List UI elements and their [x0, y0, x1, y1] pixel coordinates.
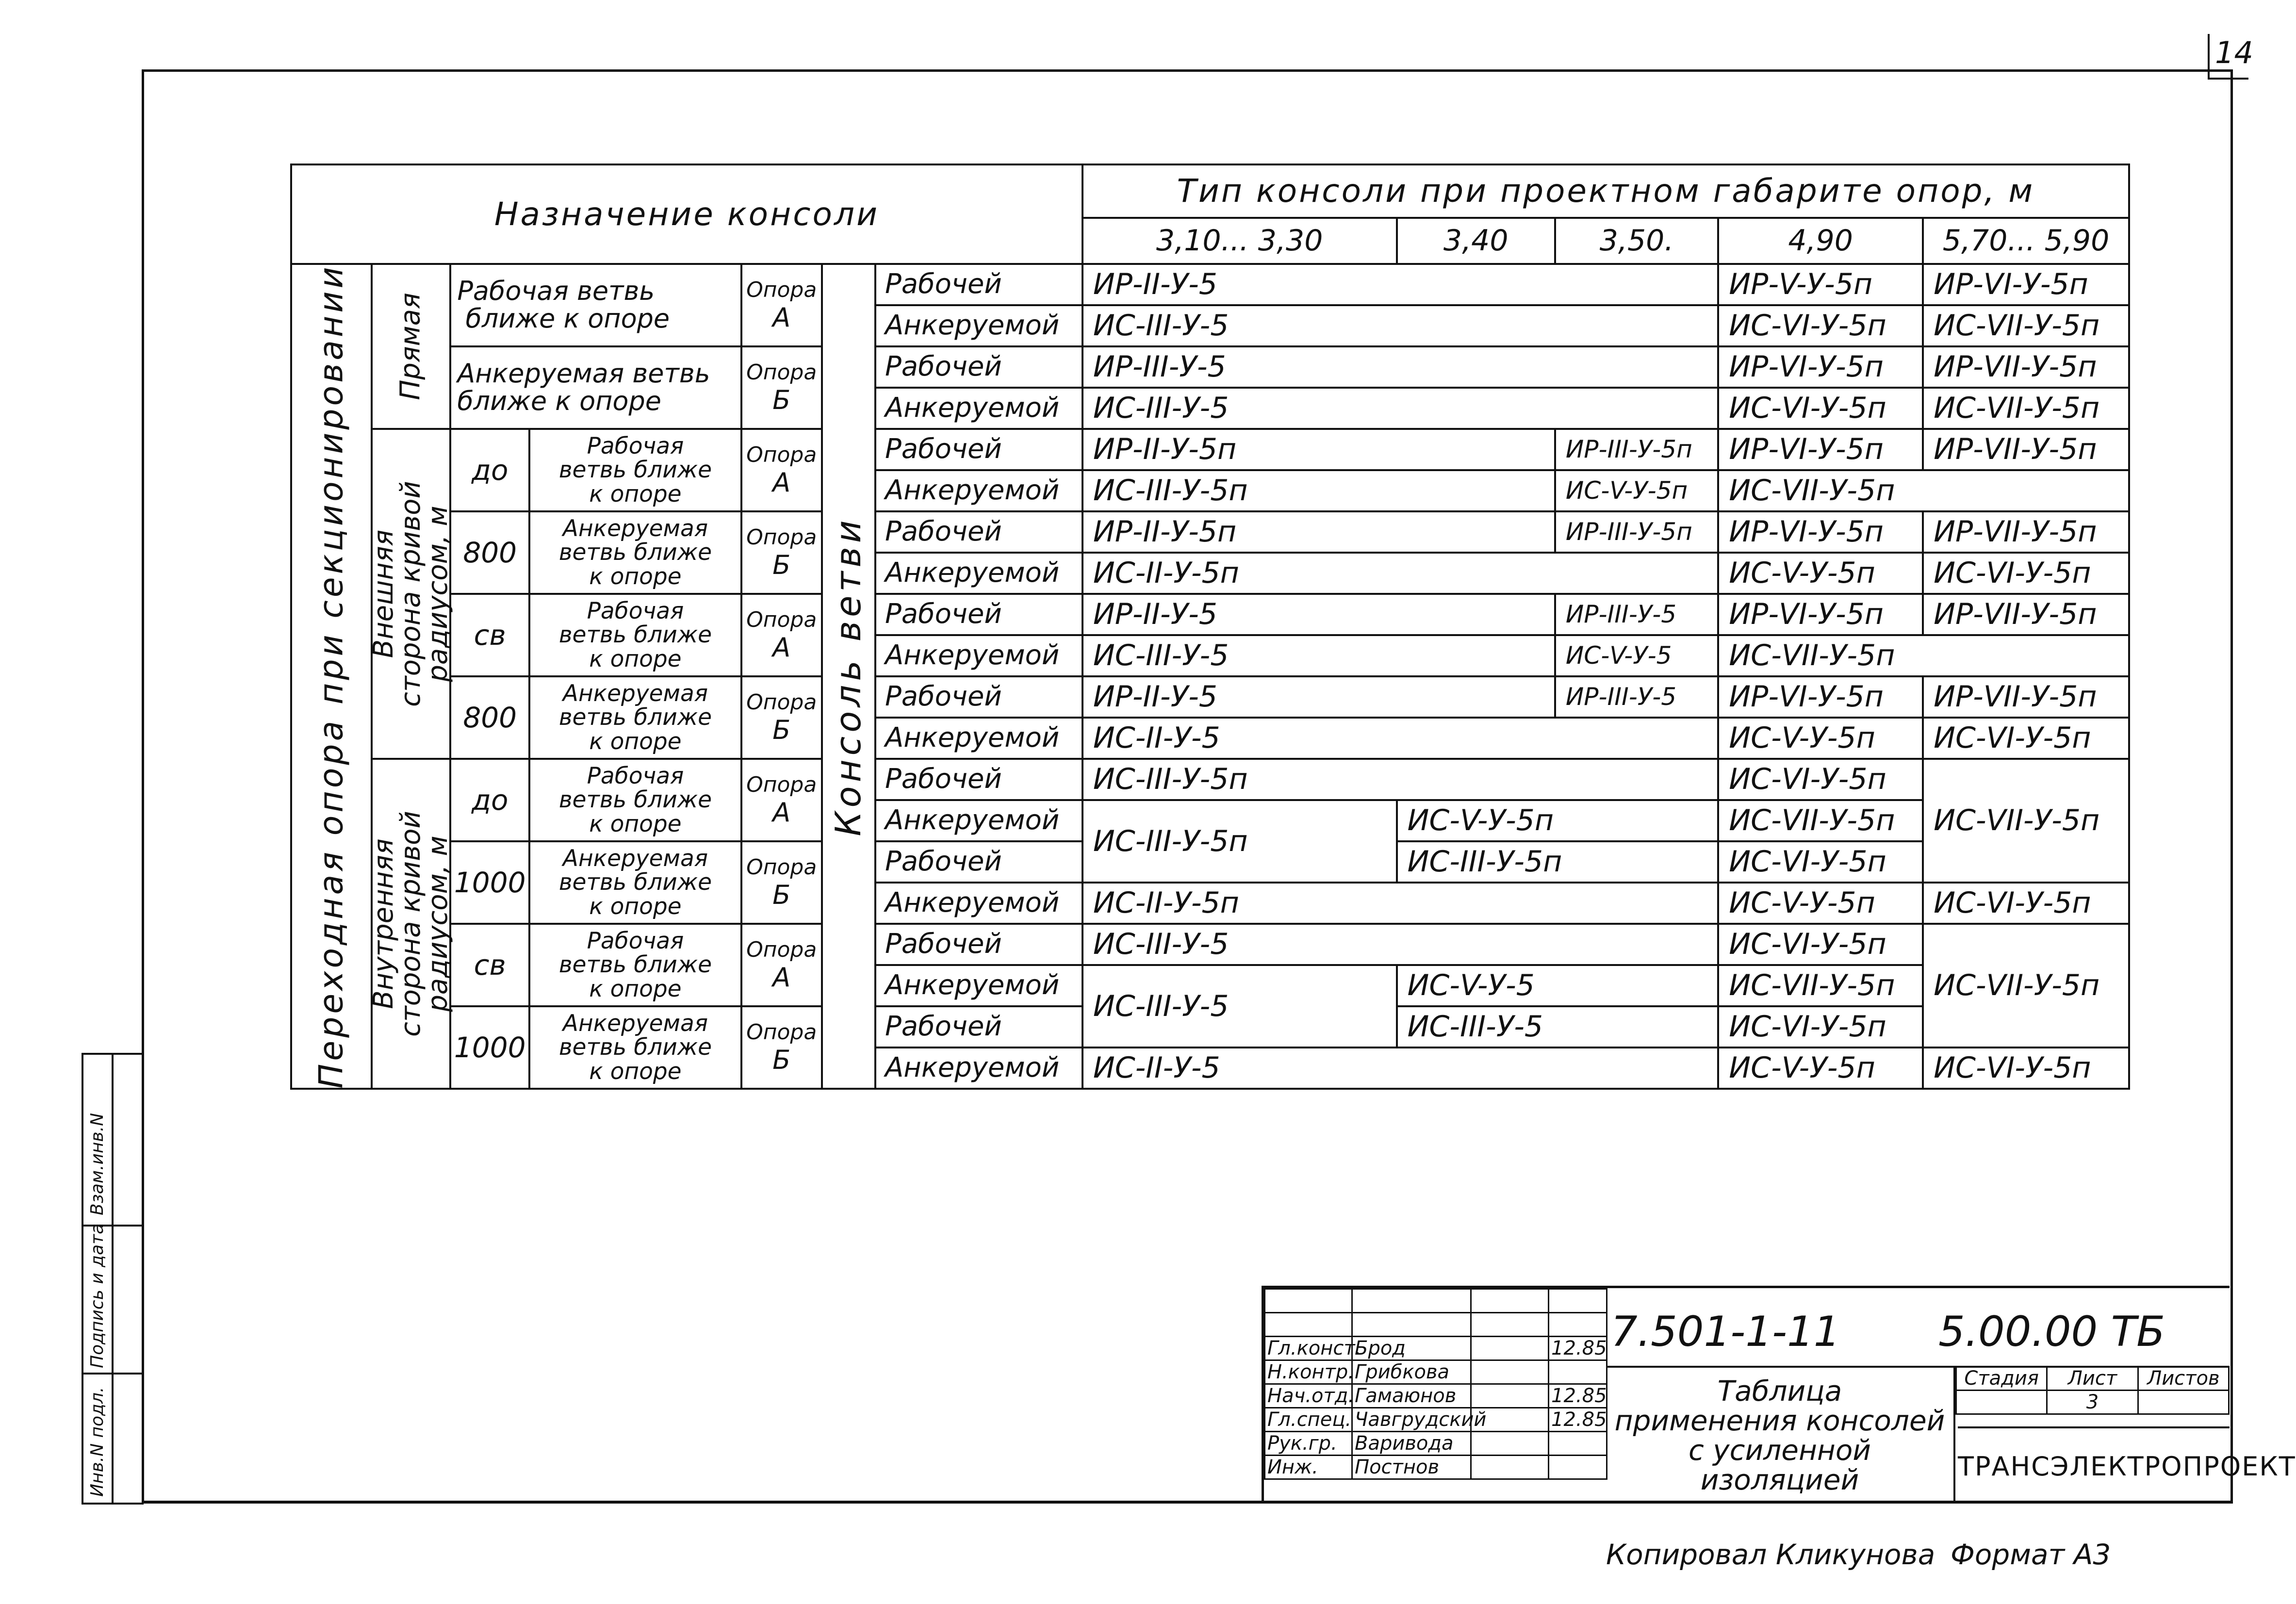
- gabarit-490: 4,90: [1718, 218, 1923, 264]
- console-cell: ИР-VI-У-5п: [1718, 511, 1923, 553]
- console-cell: ИС-VII-У-5п: [1923, 305, 2129, 346]
- gabarit-310-330: 3,10... 3,30: [1082, 218, 1397, 264]
- radius-over-800: св: [450, 594, 529, 676]
- branch-work: Рабочей: [875, 924, 1082, 965]
- sheets-header: Листов: [2138, 1367, 2229, 1391]
- desc-work-near: Рабочая ветвь ближе к опоре: [529, 759, 741, 841]
- desc-anchor-near: Анкеруемая ветвь ближе к опоре: [529, 1006, 741, 1089]
- console-cell: ИС-VII-У-5п: [1718, 635, 2129, 676]
- console-cell: ИР-VI-У-5п: [1718, 676, 1923, 718]
- title-block: [1262, 1286, 2296, 1503]
- copied-by: Копировал Кликунова: [1606, 1538, 1935, 1571]
- branch-anchor: Анкеруемой: [875, 800, 1082, 841]
- branch-anchor: Анкеруемой: [875, 388, 1082, 429]
- desc-work-near: Рабочая ветвь ближе к опоре: [529, 429, 741, 511]
- branch-work: Рабочей: [875, 264, 1082, 305]
- console-cell: ИР-II-У-5: [1082, 676, 1555, 718]
- signer-row: Гл.спец. Чавгрудский 12.85: [1265, 1408, 1607, 1432]
- radius-800: 800: [450, 511, 529, 594]
- support-a: Опора А: [741, 924, 822, 1006]
- radius-to-800: до: [450, 429, 529, 511]
- signer-row: Гл.конст. Брод 12.85: [1265, 1337, 1607, 1360]
- gabarit-350: 3,50.: [1555, 218, 1718, 264]
- support-a: Опора А: [741, 429, 822, 511]
- console-cell: ИР-III-У-5п: [1555, 511, 1718, 553]
- console-cell: ИС-III-У-5: [1082, 305, 1718, 346]
- purpose-header: Назначение консоли: [291, 164, 1082, 264]
- console-cell: ИС-VI-У-5п: [1923, 1048, 2129, 1089]
- console-cell: ИР-III-У-5: [1082, 346, 1718, 388]
- side-stamp-inv: Инв.N подл.: [87, 1387, 107, 1497]
- signer-row: Нач.отд. Гамаюнов 12.85: [1265, 1384, 1607, 1408]
- branch-anchor: Анкеруемой: [875, 965, 1082, 1006]
- console-cell: ИР-VI-У-5п: [1923, 264, 2129, 305]
- branch-anchor: Анкеруемой: [875, 470, 1082, 511]
- gabarit-570-590: 5,70... 5,90: [1923, 218, 2129, 264]
- branch-anchor: Анкеруемой: [875, 718, 1082, 759]
- branch-anchor: Анкеруемой: [875, 553, 1082, 594]
- console-cell: ИР-VII-У-5п: [1923, 676, 2129, 718]
- console-cell: ИС-III-У-5: [1082, 388, 1718, 429]
- support-b: Опора Б: [741, 841, 822, 924]
- console-cell: ИС-VI-У-5п: [1718, 1006, 1923, 1048]
- console-cell: ИС-V-У-5п: [1718, 553, 1923, 594]
- sheet-value: 3: [2047, 1391, 2138, 1414]
- branch-work: Рабочей: [875, 594, 1082, 635]
- stage-header: Стадия: [1956, 1367, 2047, 1391]
- console-cell: ИС-III-У-5: [1397, 1006, 1719, 1048]
- radius-to-1000: до: [450, 759, 529, 841]
- branch-work: Рабочей: [875, 346, 1082, 388]
- console-cell: ИС-VI-У-5п: [1718, 388, 1923, 429]
- straight-label: Прямая: [372, 264, 451, 429]
- branch-work: Рабочей: [875, 511, 1082, 553]
- console-cell: ИР-II-У-5п: [1082, 429, 1555, 470]
- signer-row: Инж. Постнов: [1265, 1456, 1607, 1479]
- support-b: Опора Б: [741, 346, 822, 429]
- side-stamp-replace: Взам.инв.N: [87, 1113, 107, 1215]
- console-cell: ИР-II-У-5: [1082, 264, 1718, 305]
- console-cell: ИС-VII-У-5п: [1718, 800, 1923, 841]
- sheet-number: 14: [2215, 35, 2253, 70]
- console-cell: ИС-II-У-5: [1082, 718, 1718, 759]
- branch-anchor: Анкеруемой: [875, 1048, 1082, 1089]
- console-cell: ИС-V-У-5п: [1555, 470, 1718, 511]
- console-cell: ИС-III-У-5п: [1397, 841, 1719, 883]
- document-code: 7.501-1-11: [1611, 1308, 1840, 1356]
- console-cell: ИР-VII-У-5п: [1923, 429, 2129, 470]
- console-cell: ИС-III-У-5п: [1082, 470, 1555, 511]
- branch-work: Рабочей: [875, 1006, 1082, 1048]
- support-a: Опора А: [741, 594, 822, 676]
- console-cell: ИР-II-У-5п: [1082, 511, 1555, 553]
- organization-name: ТРАНСЭЛЕКТРОПРОЕКТ: [1958, 1426, 2230, 1505]
- console-cell: ИС-VII-У-5п: [1923, 759, 2129, 883]
- branch-work: Рабочей: [875, 676, 1082, 718]
- console-cell: ИС-VII-У-5п: [1718, 965, 1923, 1006]
- console-cell: ИР-III-У-5: [1555, 594, 1718, 635]
- desc-work-near: Рабочая ветвь ближе к опоре: [529, 594, 741, 676]
- console-cell: ИС-II-У-5п: [1082, 553, 1718, 594]
- support-b: Опора Б: [741, 1006, 822, 1089]
- desc-anchor-near: Анкеруемая ветвь ближе к опоре: [529, 841, 741, 924]
- console-cell: ИС-VII-У-5п: [1923, 388, 2129, 429]
- console-cell: ИР-VI-У-5п: [1718, 346, 1923, 388]
- console-cell: ИР-VII-У-5п: [1923, 594, 2129, 635]
- radius-over-1000: св: [450, 924, 529, 1006]
- branch-anchor: Анкеруемой: [875, 305, 1082, 346]
- console-cell: ИС-III-У-5п: [1082, 759, 1718, 800]
- console-cell: ИР-III-У-5п: [1555, 429, 1718, 470]
- console-cell: ИР-VI-У-5п: [1718, 594, 1923, 635]
- side-stamp-signature: Подпись и дата: [87, 1223, 107, 1368]
- format-label: Формат А3: [1951, 1538, 2111, 1571]
- desc-anchor-near-straight: Анкеруемая ветвь ближе к опоре: [450, 346, 741, 429]
- signer-row: Рук.гр. Варивода: [1265, 1432, 1607, 1456]
- console-cell: ИР-VII-У-5п: [1923, 511, 2129, 553]
- radius-1000: 1000: [450, 841, 529, 924]
- inner-curve-label: Внутренняя сторона кривой радиусом, м: [372, 759, 451, 1089]
- console-cell: ИР-V-У-5п: [1718, 264, 1923, 305]
- branch-anchor: Анкеруемой: [875, 635, 1082, 676]
- console-cell: ИС-V-У-5п: [1718, 1048, 1923, 1089]
- desc-anchor-near: Анкеруемая ветвь ближе к опоре: [529, 676, 741, 759]
- branch-work: Рабочей: [875, 429, 1082, 470]
- console-cell: ИС-VII-У-5п: [1718, 470, 2129, 511]
- support-b: Опора Б: [741, 676, 822, 759]
- document-code-suffix: 5.00.00 ТБ: [1938, 1308, 2165, 1356]
- console-cell: ИР-II-У-5: [1082, 594, 1555, 635]
- console-branch-label: Консоль ветви: [822, 264, 875, 1089]
- support-a: Опора А: [741, 759, 822, 841]
- signature-table: [1264, 1288, 1607, 1480]
- console-cell: ИС-VI-У-5п: [1718, 924, 1923, 965]
- console-cell: ИР-III-У-5: [1555, 676, 1718, 718]
- stage-table: [1955, 1366, 2230, 1415]
- console-cell: ИС-III-У-5п: [1082, 800, 1397, 883]
- console-cell: ИС-V-У-5п: [1718, 718, 1923, 759]
- branch-anchor: Анкеруемой: [875, 883, 1082, 924]
- transitional-support-label: Переходная опора при секционировании: [291, 264, 372, 1089]
- gabarit-340: 3,40: [1397, 218, 1555, 264]
- radius-1000: 1000: [450, 1006, 529, 1089]
- console-cell: ИС-VII-У-5п: [1923, 924, 2129, 1048]
- console-cell: ИС-VI-У-5п: [1718, 305, 1923, 346]
- console-cell: ИС-V-У-5: [1397, 965, 1719, 1006]
- console-cell: ИС-VI-У-5п: [1923, 883, 2129, 924]
- desc-work-near-straight: Рабочая ветвь ближе к опоре: [450, 264, 741, 346]
- console-cell: ИС-II-У-5п: [1082, 883, 1718, 924]
- support-a: Опора А: [741, 264, 822, 346]
- console-cell: ИР-VII-У-5п: [1923, 346, 2129, 388]
- console-cell: ИС-VI-У-5п: [1718, 759, 1923, 800]
- radius-800: 800: [450, 676, 529, 759]
- sheet-header: Лист: [2047, 1367, 2138, 1391]
- console-cell: ИС-II-У-5: [1082, 1048, 1718, 1089]
- console-cell: ИС-VI-У-5п: [1718, 841, 1923, 883]
- desc-work-near: Рабочая ветвь ближе к опоре: [529, 924, 741, 1006]
- signer-row: Н.контр. Грибкова: [1265, 1360, 1607, 1384]
- branch-work: Рабочей: [875, 841, 1082, 883]
- console-cell: ИС-V-У-5: [1555, 635, 1718, 676]
- console-cell: ИС-VI-У-5п: [1923, 718, 2129, 759]
- support-b: Опора Б: [741, 511, 822, 594]
- console-cell: ИС-III-У-5: [1082, 965, 1397, 1048]
- console-cell: ИС-III-У-5: [1082, 635, 1555, 676]
- console-cell: ИС-V-У-5п: [1397, 800, 1719, 841]
- console-cell: ИС-VI-У-5п: [1923, 553, 2129, 594]
- outer-curve-label: Внешняя сторона кривой радиусом, м: [372, 429, 451, 759]
- desc-anchor-near: Анкеруемая ветвь ближе к опоре: [529, 511, 741, 594]
- console-cell: ИР-VI-У-5п: [1718, 429, 1923, 470]
- branch-work: Рабочей: [875, 759, 1082, 800]
- sheet-title: Таблица применения консолей с усиленной изоляцией: [1606, 1366, 1955, 1503]
- console-cell: ИС-V-У-5п: [1718, 883, 1923, 924]
- console-application-table: [290, 164, 2130, 1090]
- console-cell: ИС-III-У-5: [1082, 924, 1718, 965]
- console-type-header: Тип консоли при проектном габарите опор, м: [1082, 164, 2129, 218]
